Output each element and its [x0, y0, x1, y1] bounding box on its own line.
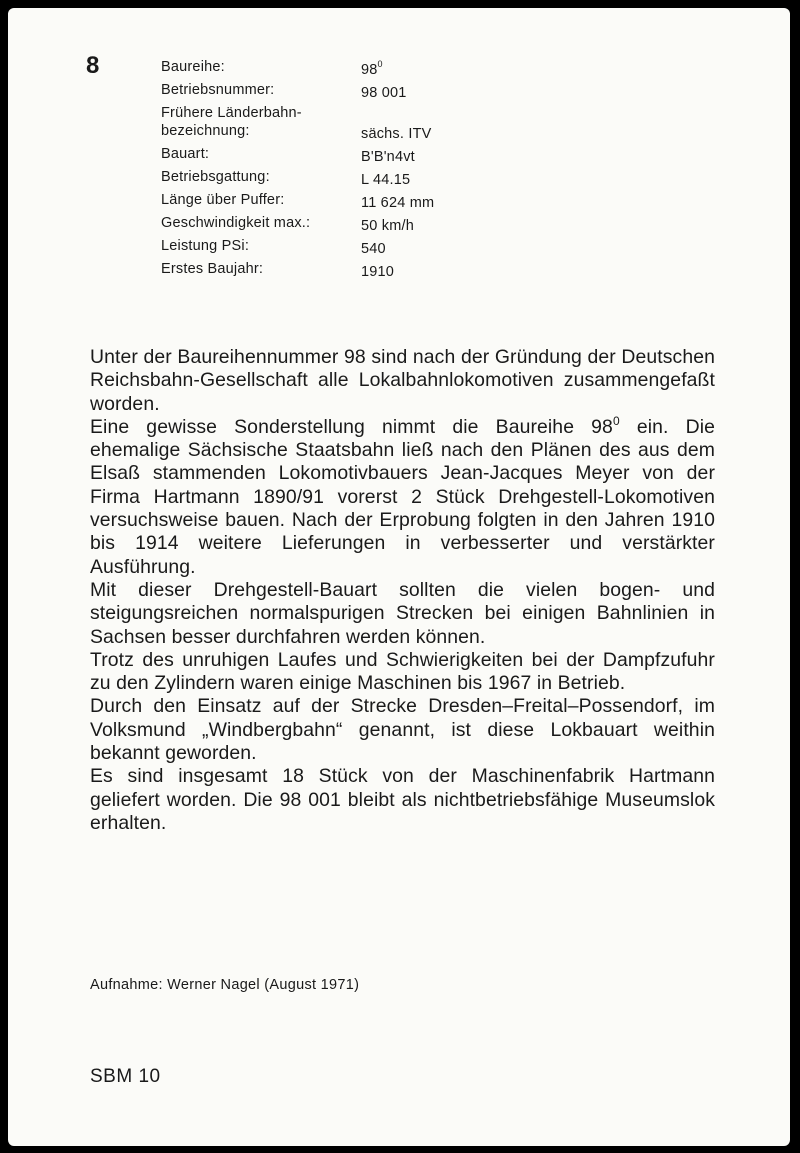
- spec-label: Frühere Länderbahn- bezeichnung:: [161, 105, 302, 139]
- spec-label: Länge über Puffer:: [161, 192, 285, 208]
- paragraph: Eine gewisse Sonderstellung nimmt die Baureihe $98^0$ ein. Die ehemalige Sächsische Staatsbahn ließ nach den Plänen des aus dem Elsaß stammenden Lokomotivbauers Jean-Jacques Meyer von der Firma Hartmann 1890/91 vorerst 2 Stück Drehgestell-Lokomotiven versuchsweise bauen. Nach der Erprobung folgten in den Jahren 1910 bis 1914 weitere Lieferungen in verbesserter und verstärkter Ausführung.: [90, 413, 715, 578]
- spec-row: [161, 104, 491, 140]
- spec-label: Leistung PSi:: [161, 238, 250, 254]
- paragraph: Unter der Baureihennummer 98 sind nach der Gründung der Deutschen Reichsbahn-Gesellschaft alle Lokalbahnlokomotiven zusammengefaßt worden.: [90, 346, 715, 415]
- spec-value: L 44.15: [361, 172, 411, 188]
- spec-value: B'B'n4vt: [361, 149, 415, 165]
- spec-row: [161, 52, 491, 76]
- spec-value: 50 km/h: [361, 218, 414, 234]
- series-code: SBM 10: [90, 1066, 161, 1087]
- postcard-back: [8, 8, 790, 1146]
- spec-label: Erstes Baujahr:: [161, 261, 264, 277]
- spec-row: [161, 260, 491, 278]
- paragraph: Es sind insgesamt 18 Stück von der Maschinenfabrik Hartmann geliefert worden. Die 98 001 bleibt als nichtbetriebsfähige Museumslok erhalten.: [90, 765, 715, 834]
- paragraph: Mit dieser Drehgestell-Bauart sollten die vielen bogen- und steigungsreichen normalspurigen Strecken bei einigen Bahnlinien in Sachsen besser durchfahren werden können.: [90, 578, 715, 648]
- spec-row: [161, 145, 491, 163]
- spec-value: 540: [361, 241, 386, 257]
- spec-row: [161, 168, 491, 186]
- spec-value: 11 624 mm: [361, 195, 435, 211]
- spec-label: Betriebsnummer:: [161, 82, 275, 98]
- spec-label: Baureihe:: [161, 59, 225, 75]
- spec-value: 1910: [361, 264, 395, 280]
- spec-row: [161, 237, 491, 255]
- paragraph: Trotz des unruhigen Laufes und Schwierigkeiten bei der Dampfzufuhr zu den Zylindern waren einige Maschinen bis 1967 in Betrieb.: [90, 648, 715, 695]
- spec-label: Geschwindigkeit max.:: [161, 215, 311, 231]
- spec-label: Bauart:: [161, 146, 210, 162]
- spec-row: [161, 81, 491, 99]
- spec-row: [161, 214, 491, 232]
- spec-value: $98^0$: [361, 59, 383, 78]
- spec-value: sächs. ITV: [361, 126, 432, 142]
- photo-credit: Aufnahme: Werner Nagel (August 1971): [90, 977, 360, 993]
- description-text: [90, 346, 715, 835]
- spec-value: 98 001: [361, 85, 407, 101]
- spec-label: Betriebsgattung:: [161, 169, 270, 185]
- spec-table: [161, 52, 491, 283]
- superscript: 0: [612, 413, 620, 428]
- spec-row: [161, 191, 491, 209]
- paragraph: Durch den Einsatz auf der Strecke Dresden–Freital–Possendorf, im Volksmund „Windbergbahn“ genannt, ist diese Lokbauart weithin bekannt geworden.: [90, 695, 715, 765]
- card-number: 8: [86, 52, 100, 79]
- superscript: 0: [377, 59, 383, 69]
